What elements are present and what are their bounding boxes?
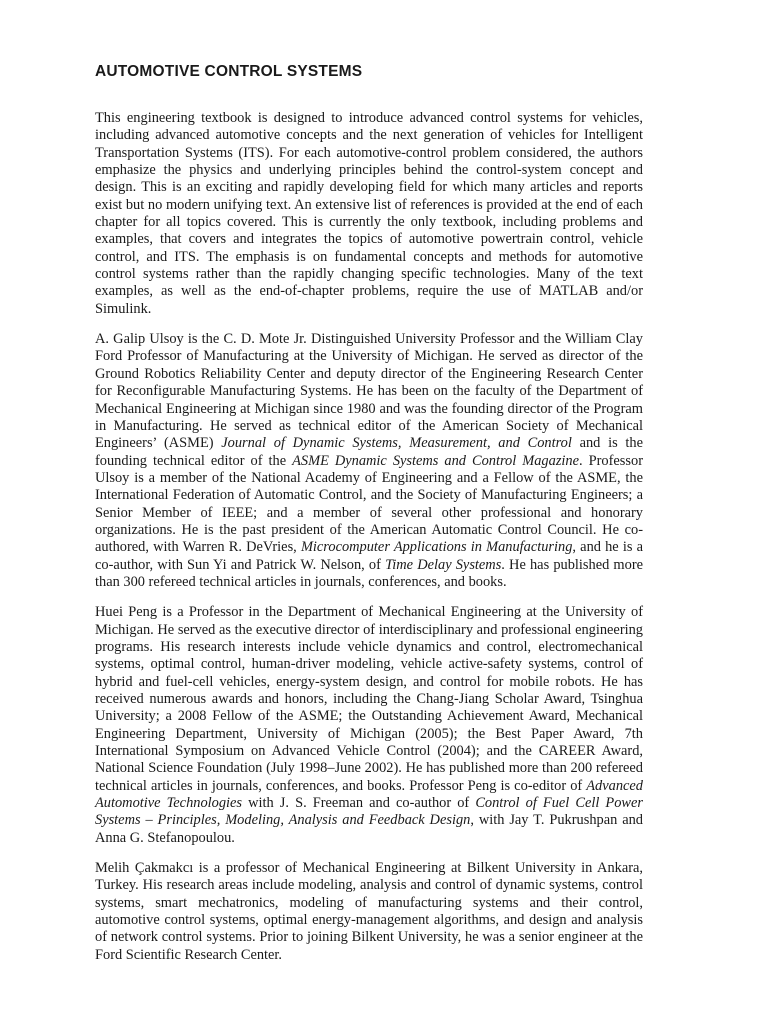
bio-text: , with Jay T. Pukrushpan and Anna G. Stefanopoulou. (95, 812, 643, 846)
bio-text: A. Galip Ulsoy is the C. D. Mote Jr. Distinguished University Professor and the William Clay Ford Professor of Manufacturing at the University of Michigan. He served as director of the Ground Robotics Reliability Center and deputy director of the Engineering Research Center for Reconfigurable Manufacturing Systems. He has been on the faculty of the Department of Mechanical Engineering at Michigan since 1980 and was the founding director of the Program in Manufacturing. He served as technical editor of the American Society of Mechanical Engineers’ (ASME) (95, 331, 643, 452)
book-title: Control of Fuel Cell Power Systems – Principles, Modeling, Analysis and Feedback Design (95, 795, 643, 829)
journal-title: Journal of Dynamic Systems, Measurement, and Control (221, 435, 572, 452)
author-bio-ulsoy (95, 331, 643, 591)
bio-text: . He has published more than 300 refereed technical articles in journals, conferences, and books. (95, 556, 643, 590)
bio-text: . Professor Ulsoy is a member of the National Academy of Engineering and a Fellow of the ASME, the International Federation of Automatic Control, and the Society of Manufacturing Engineers; a Senior Member of IEEE; and a member of several other professional and honorary organizations. He is the past president of the American Automatic Control Council. He co-authored, with Warren R. DeVries, (95, 452, 643, 556)
book-description-paragraph: This engineering textbook is designed to introduce advanced control systems for vehicles, including advanced automotive concepts and the next generation of vehicles for Intelligent Transportation Systems (ITS). For each automotive-control problem considered, the authors emphasize the physics and underlying principles behind the control-system concept and design. This is an exciting and rapidly developing field for which many articles and reports exist but no modern unifying text. An extensive list of references is provided at the end of each chapter for all topics covered. This is currently the only textbook, including problems and examples, that covers and integrates the topics of automotive powertrain control, vehicle control, and ITS. The emphasis is on fundamental concepts and methods for automotive control systems rather than the rapidly changing specific technologies. Many of the text examples, as well as the end-of-chapter problems, require the use of MATLAB and/or Simulink. (95, 110, 643, 317)
bio-text: , and he is a co-author, with Sun Yi and Patrick W. Nelson, of (95, 539, 644, 573)
magazine-title: ASME Dynamic Systems and Control Magazine (292, 452, 580, 469)
bio-text: with J. S. Freeman and co-author of (242, 795, 476, 812)
page-title: AUTOMOTIVE CONTROL SYSTEMS (95, 63, 363, 80)
book-title: Advanced Automotive Technologies (95, 777, 643, 812)
bio-text: Huei Peng is a Professor in the Department of Mechanical Engineering at the University of Michigan. He served as the executive director of interdisciplinary and professional engineering programs. His research interests include vehicle dynamics and control, electromechanical systems, optimal control, human-driver modeling, vehicle active-safety systems, control of hybrid and fuel-cell vehicles, energy-system design, and control for mobile robots. He has received numerous awards and honors, including the Chang-Jiang Scholar Award, Tsinghua University; a 2008 Fellow of the ASME; the Outstanding Achievement Award, Mechanical Engineering Department, University of Michigan (2005); the Best Paper Award, 7th International Symposium on Advanced Vehicle Control (2004); and the CAREER Award, National Science Foundation (July 1998–June 2002). He has published more than 200 refereed technical articles in journals, conferences, and books. Professor Peng is co-editor of (95, 604, 643, 794)
author-bio-cakmakci: Melih Çakmakcı is a professor of Mechanical Engineering at Bilkent University in Ankara, Turkey. His research areas include modeling, analysis and control of dynamic systems, control systems, smart mechatronics, modeling of manufacturing systems and their control, automotive control systems, optimal energy-management algorithms, and design and analysis of network control systems. Prior to joining Bilkent University, he was a senior engineer at the Ford Scientific Research Center. (95, 860, 643, 963)
book-title: Microcomputer Applications in Manufacturing (300, 539, 573, 556)
book-title: Time Delay Systems (385, 556, 502, 573)
bio-text: and is the founding technical editor of the (95, 435, 643, 469)
author-bio-peng (95, 604, 643, 847)
